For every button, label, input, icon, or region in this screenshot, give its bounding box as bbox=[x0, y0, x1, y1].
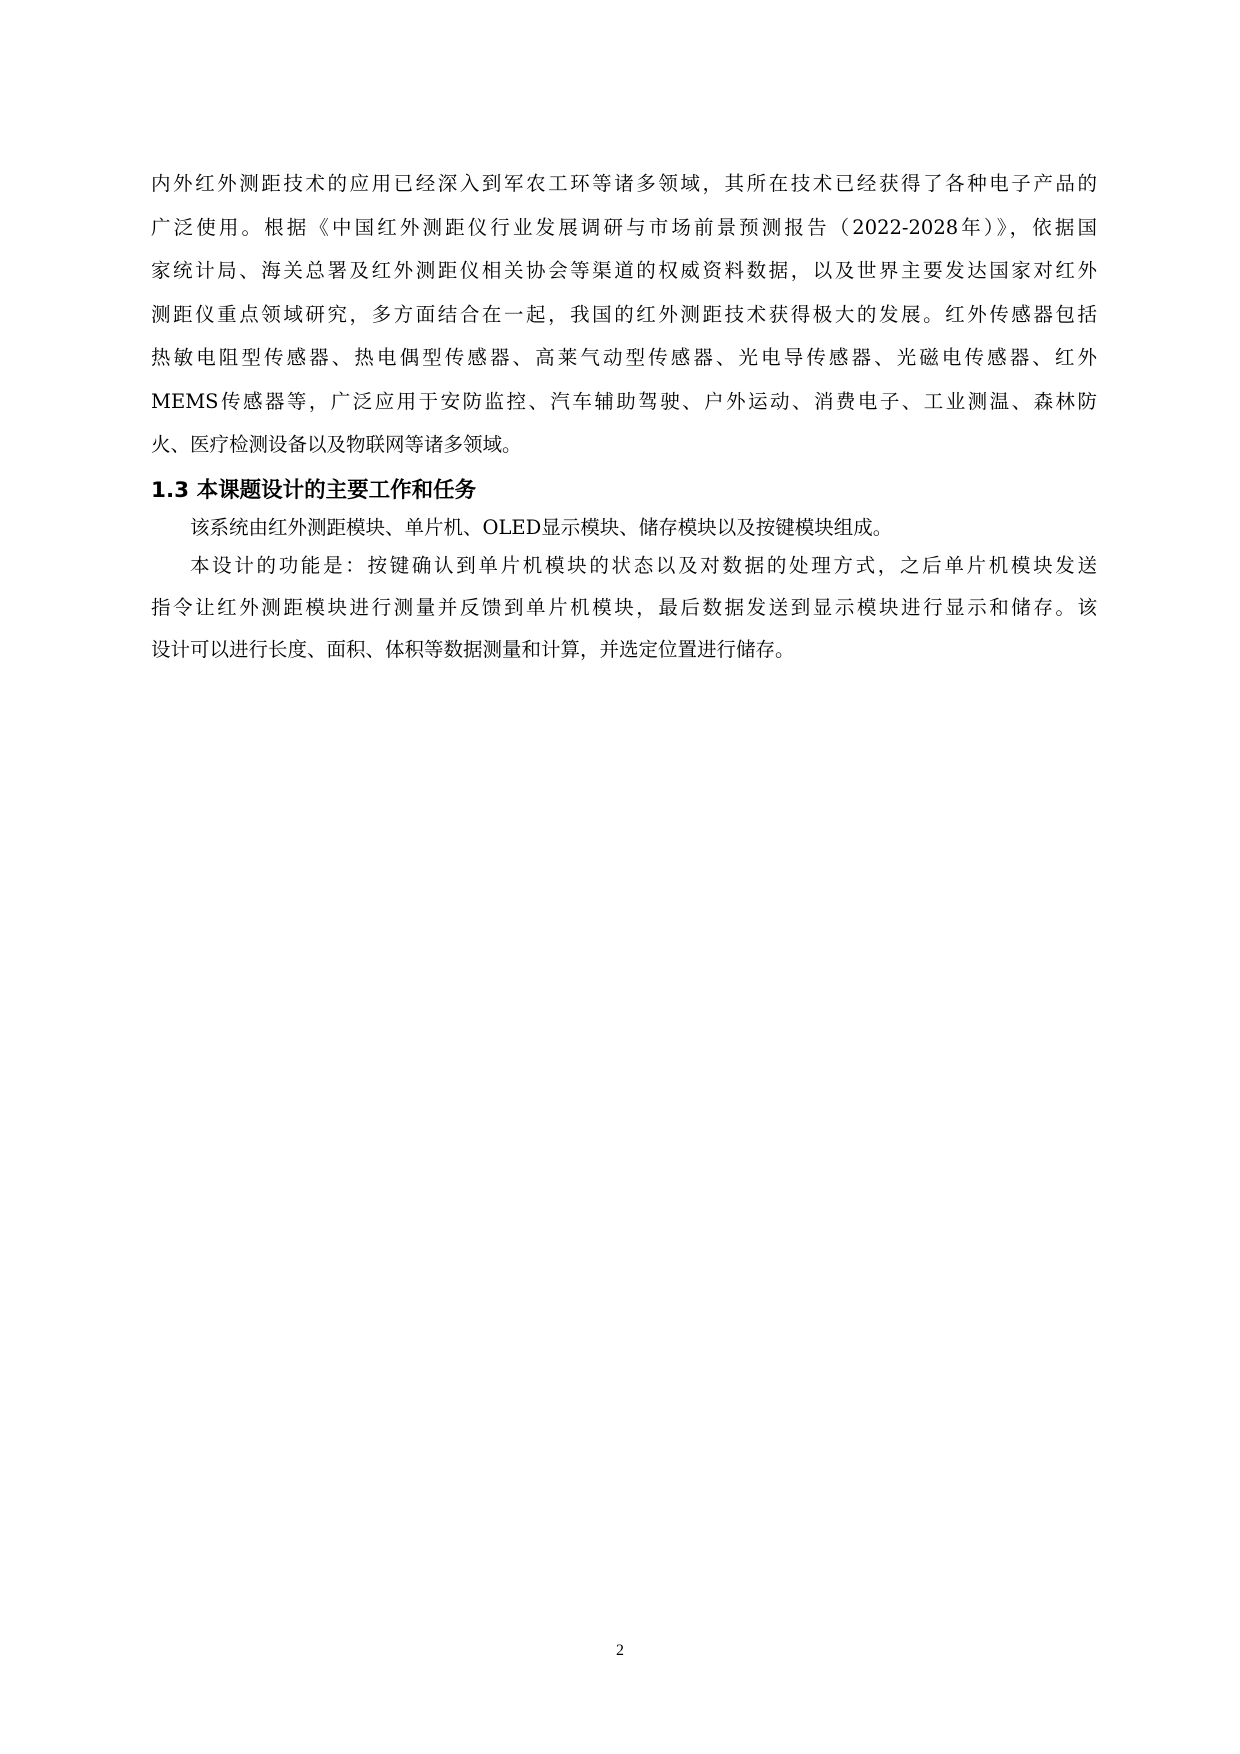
text-line: 本设计的功能是：按键确认到单片机模块的状态以及对数据的处理方式，之后单片机模块发送 bbox=[190, 553, 1097, 577]
section-heading: 1.3 本课题设计的主要工作和任务 bbox=[151, 477, 477, 503]
text-line: MEMS传感器等，广泛应用于安防监控、汽车辅助驾驶、户外运动、消费电子、工业测温、森林防 bbox=[151, 389, 1097, 413]
paragraph-continued bbox=[151, 162, 1097, 467]
page-number: 2 bbox=[616, 1642, 624, 1659]
paragraph-system-composition: 该系统由红外测距模块、单片机、OLED显示模块、储存模块以及按键模块组成。 bbox=[190, 515, 893, 539]
text-line: 测距仪重点领域研究，多方面结合在一起，我国的红外测距技术获得极大的发展。红外传感器包括 bbox=[151, 302, 1097, 326]
text-line: 广泛使用。根据《中国红外测距仪行业发展调研与市场前景预测报告（2022-2028年）》，依据国 bbox=[151, 215, 1097, 239]
text-line: 家统计局、海关总署及红外测距仪相关协会等渠道的权威资料数据，以及世界主要发达国家对红外 bbox=[151, 259, 1097, 282]
page-body bbox=[151, 162, 1097, 671]
text-line: 热敏电阻型传感器、热电偶型传感器、高莱气动型传感器、光电导传感器、光磁电传感器、红外 bbox=[151, 346, 1097, 369]
text-line: 指令让红外测距模块进行测量并反馈到单片机模块，最后数据发送到显示模块进行显示和储存。该 bbox=[151, 595, 1097, 619]
text-line: 内外红外测距技术的应用已经深入到军农工环等诸多领域，其所在技术已经获得了各种电子产品的 bbox=[151, 172, 1097, 195]
text-line: 火、医疗检测设备以及物联网等诸多领域。 bbox=[151, 433, 522, 456]
text-line: 设计可以进行长度、面积、体积等数据测量和计算，并选定位置进行储存。 bbox=[151, 637, 795, 661]
section-body bbox=[151, 511, 1097, 671]
